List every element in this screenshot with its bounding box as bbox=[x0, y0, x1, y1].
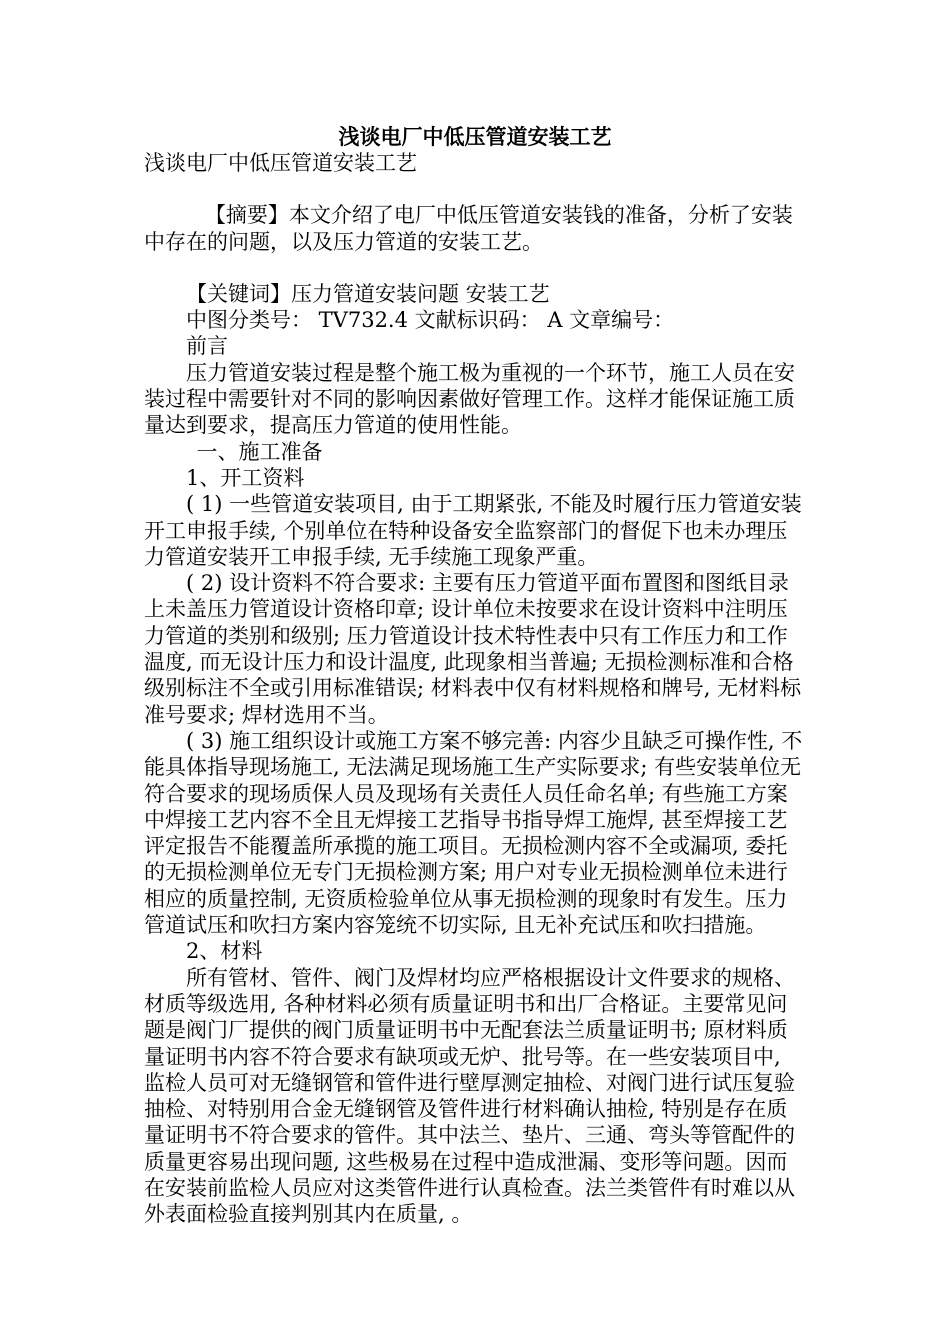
item-3-paragraph: ( 3) 施工组织设计或施工方案不够完善: 内容少且缺乏可操作性, 不能具体指导现场施工, 无法满足现场施工生产实际要求; 有些安装单位无符合要求的现场质保人员及现场有关责任人员任命名单; 有些施工方案中焊接工艺内容不全且无焊接工艺指导书指导焊工施焊, 甚至焊接工艺评定报告不能覆盖所承揽的施工项目。无损检测内容不全或漏项, 委托的无损检测单位无专门无损检测方案; 用户对专业无损检测单位未进行相应的质量控制, 无资质检验单位从事无损检测的现象时有发生。压力管道试压和吹扫方案内容笼统不切实际, 且无补充试压和吹扫措施。 bbox=[144, 728, 803, 938]
item-1-paragraph: ( 1) 一些管道安装项目, 由于工期紧张, 不能及时履行压力管道安装开工申报手续, 个别单位在特种设备安全监察部门的督促下也未办理压力管道安装开工申报手续, 无手续施工现象严重。 bbox=[144, 492, 802, 569]
keywords-line: 【关键词】压力管道安装问题 安装工艺 bbox=[186, 281, 550, 306]
classification-line: 中图分类号： TV732.4 文献标识码： A 文章编号： bbox=[186, 308, 675, 333]
item-2-paragraph: ( 2) 设计资料不符合要求: 主要有压力管道平面布置图和图纸目录上未盖压力管道设计资格印章; 设计单位未按要求在设计资料中注明压力管道的类别和级别; 压力管道设计技术特性表中只有工作压力和工作温度, 而无设计压力和设计温度, 此现象相当普遍; 无损检测标准和合格级别标注不全或引用标准错误; 材料表中仅有材料规格和牌号, 无材料标准号要求; 焊材选用不当。 bbox=[144, 571, 802, 727]
materials-paragraph: 所有管材、管件、阀门及焊材均应严格根据设计文件要求的规格、材质等级选用, 各种材料必须有质量证明书和出厂合格证。主要常见问题是阀门厂提供的阀门质量证明书中无配套法兰质量证明书; 原材料质量证明书内容不符合要求有缺项或无炉、批号等。在一些安装项目中, 监检人员可对无缝钢管和管件进行壁厚测定抽检、对阀门进行试压复验抽检、对特别用合金无缝钢管及管件进行材料确认抽检, 特别是存在质量证明书不符合要求的管件。其中法兰、垫片、三通、弯头等管配件的质量更容易出现问题, 这些极易在过程中造成泄漏、变形等问题。因而在安装前监检人员应对这类管件进行认真检查。法兰类管件有时难以从外表面检验直接判别其内在质量, 。 bbox=[144, 965, 795, 1227]
abstract-paragraph: 【摘要】本文介绍了电厂中低压管道安装钱的准备，分析了安装中存在的问题，以及压力管道的安装工艺。 bbox=[144, 203, 793, 254]
preface-paragraph: 压力管道安装过程是整个施工极为重视的一个环节，施工人员在安装过程中需要针对不同的影响因素做好管理工作。这样才能保证施工质量达到要求，提高压力管道的使用性能。 bbox=[144, 360, 795, 438]
document-body bbox=[144, 150, 806, 1228]
subsection2-heading: 2、材料 bbox=[186, 939, 263, 964]
preface-heading: 前言 bbox=[186, 334, 228, 359]
document-title: 浅谈电厂中低压管道安装工艺 bbox=[338, 124, 612, 149]
subsection1-heading: 1、开工资料 bbox=[186, 465, 305, 490]
document-subtitle: 浅谈电厂中低压管道安装工艺 bbox=[144, 151, 417, 175]
section1-heading: 一、施工准备 bbox=[196, 439, 323, 464]
spacer bbox=[144, 255, 806, 281]
spacer bbox=[144, 176, 806, 202]
